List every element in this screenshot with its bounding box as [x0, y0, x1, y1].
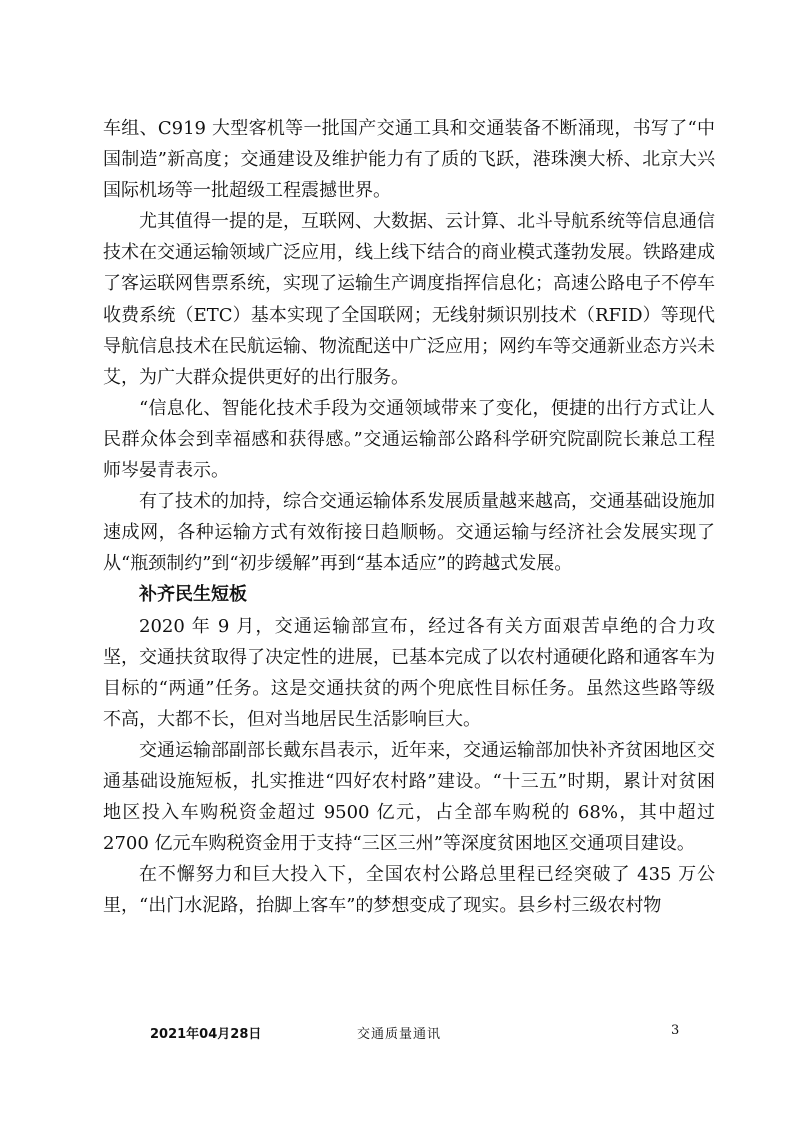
section-heading: 补齐民生短板 — [139, 584, 247, 606]
paragraph: 尤其值得一提的是，互联网、大数据、云计算、北斗导航系统等信息通信技术在交通运输领域广泛应用，线上线下结合的商业模式蓬勃发展。铁路建成了客运联网售票系统，实现了运输生产调度指挥信息化；高速公路电子不停车收费系统（ETC）基本实现了全国联网；无线射频识别技术（RFID）等现代导航信息技术在民航运输、物流配送中广泛应用；网约车等交通新业态方兴未艾，为广大群众提供更好的出行服务。 — [103, 211, 715, 388]
paragraph: 有了技术的加持，综合交通运输体系发展质量越来越高，交通基础设施加速成网，各种运输方式有效衔接日趋顺畅。交通运输与经济社会发展实现了从“瓶颈制约”到“初步缓解”再到“基本适应”的跨越式发展。 — [103, 491, 715, 575]
paragraph: 车组、C919 大型客机等一批国产交通工具和交通装备不断涌现，书写了“中国制造”新高度；交通建设及维护能力有了质的飞跃，港珠澳大桥、北京大兴国际机场等一批超级工程震撼世界。 — [103, 118, 715, 202]
paragraph: 在不懈努力和巨大投入下，全国农村公路总里程已经突破了 435 万公里，“出门水泥路，抬脚上客车”的梦想变成了现实。县乡村三级农村物 — [103, 864, 715, 917]
article-body — [103, 113, 715, 921]
paragraph: 交通运输部副部长戴东昌表示，近年来，交通运输部加快补齐贫困地区交通基础设施短板，扎实推进“四好农村路”建设。“十三五”时期，累计对贫困地区投入车购税资金超过 9500 亿元，占全部车购税的 68%，其中超过 2700 亿元车购税资金用于支持“三区三州”等深度贫困地区交通项目建设。 — [103, 739, 715, 855]
page-footer — [0, 1023, 794, 1043]
footer-publication-name: 交通质量通讯 — [357, 1027, 442, 1042]
footer-date: 2021年04月28日 — [150, 1027, 262, 1042]
paragraph: “信息化、智能化技术手段为交通领域带来了变化，便捷的出行方式让人民群众体会到幸福感和获得感。”交通运输部公路科学研究院副院长兼总工程师岑晏青表示。 — [103, 397, 715, 482]
page-number: 3 — [671, 1023, 680, 1038]
paragraph: 2020 年 9 月，交通运输部宣布，经过各有关方面艰苦卓绝的合力攻坚，交通扶贫取得了决定性的进展，已基本完成了以农村通硬化路和通客车为目标的“两通”任务。这是交通扶贫的两个兜底性目标任务。虽然这些路等级不高，大都不长，但对当地居民生活影响巨大。 — [103, 615, 715, 730]
